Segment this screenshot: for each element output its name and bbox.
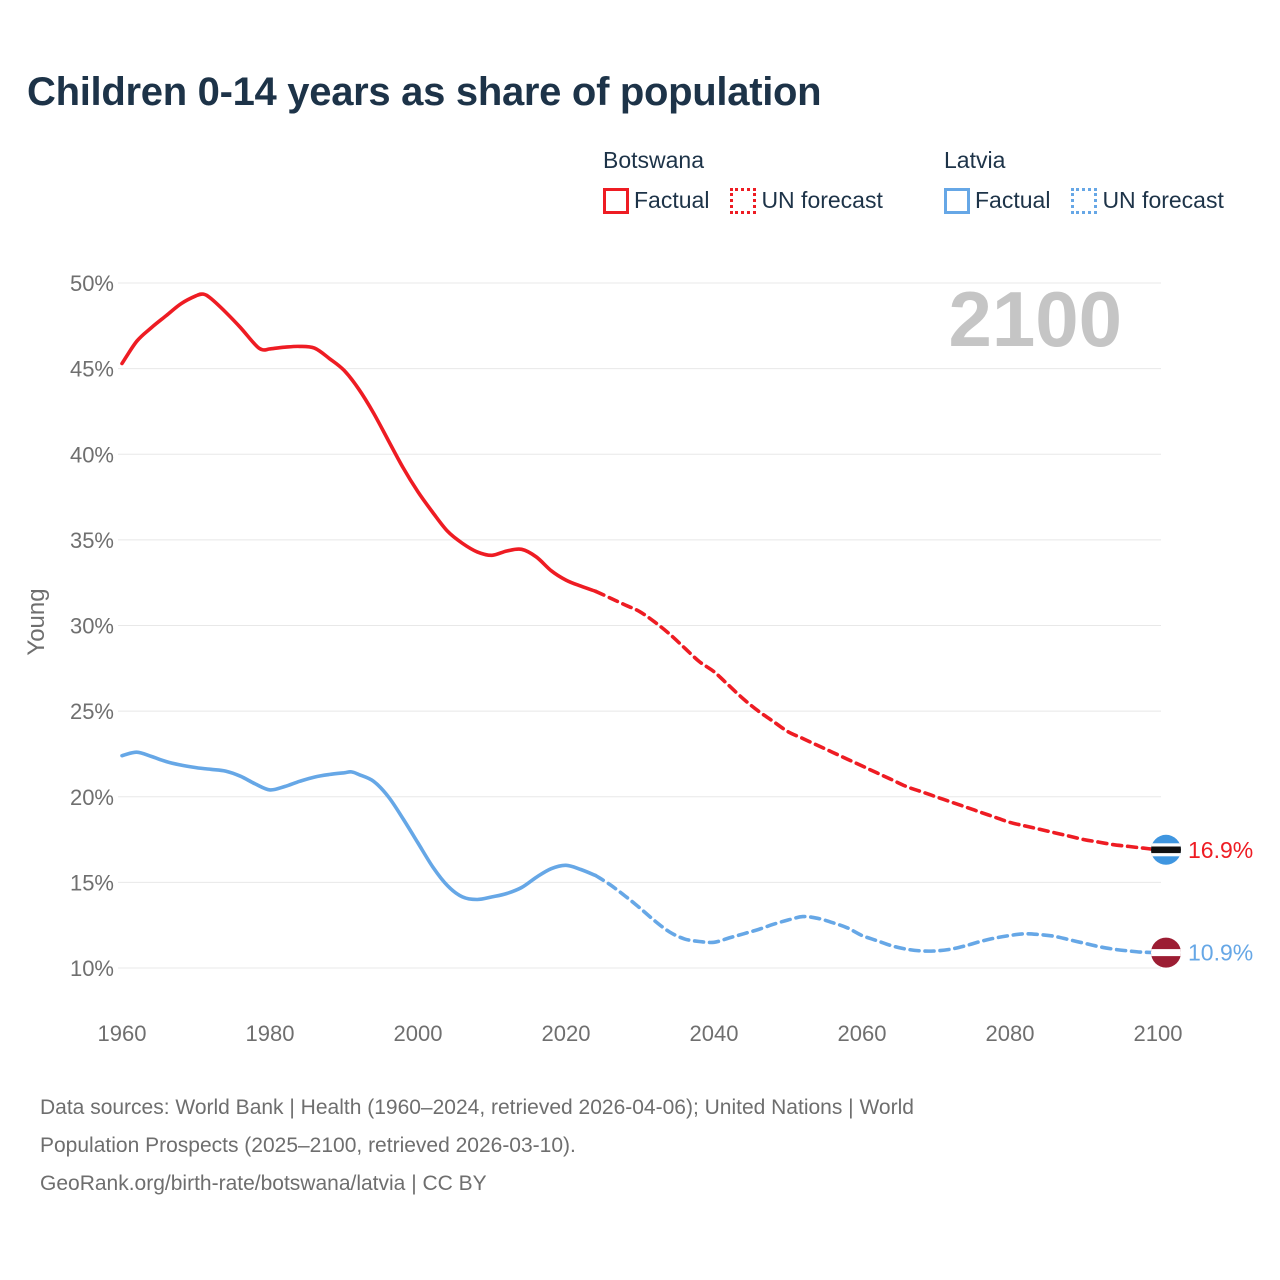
x-tick-label-2100: 2100 (1133, 1021, 1183, 1046)
footer (40, 1089, 914, 1203)
series-latvia-factual (122, 752, 596, 899)
x-tick-label-1960: 1960 (97, 1021, 147, 1046)
series-botswana-un-forecast (596, 591, 1158, 850)
latvia-flag-marker-icon (1151, 938, 1181, 968)
series-botswana-factual (122, 294, 596, 591)
x-tick-label-2040: 2040 (689, 1021, 739, 1046)
y-tick-label-40: 40% (69, 442, 114, 468)
y-tick-label-25: 25% (69, 699, 114, 725)
y-tick-label-20: 20% (69, 784, 114, 810)
page-title: Children 0-14 years as share of population (27, 70, 822, 114)
x-tick-label-2080: 2080 (985, 1021, 1035, 1046)
y-tick-label-35: 35% (69, 527, 114, 553)
footer-data-sources-2: Population Prospects (2025–2100, retrieved 2026-03-10). (40, 1134, 576, 1157)
y-tick-label-30: 30% (69, 613, 114, 639)
legend-group-title: Latvia (944, 147, 1006, 173)
x-tick-label-2060: 2060 (837, 1021, 887, 1046)
y-tick-label-10: 10% (69, 956, 114, 981)
series-latvia-un-forecast (596, 876, 1158, 953)
legend-item-label: UN forecast (761, 187, 883, 213)
botswana-flag-marker-icon (1151, 835, 1181, 865)
y-tick-label-45: 45% (69, 356, 114, 382)
legend-item-label: UN forecast (1102, 187, 1224, 213)
x-tick-label-2020: 2020 (541, 1021, 591, 1046)
watermark-year: 2100 (948, 275, 1122, 363)
x-tick-label-1980: 1980 (245, 1021, 295, 1046)
x-tick-label-2000: 2000 (393, 1021, 443, 1046)
y-axis-title: Young (23, 588, 50, 656)
footer-attribution: GeoRank.org/birth-rate/botswana/latvia | CC BY (40, 1172, 487, 1195)
y-tick-label-50: 50% (69, 271, 114, 296)
end-value-label-latvia: 10.9% (1188, 939, 1254, 966)
legend-group-title: Botswana (603, 147, 705, 173)
legend-item-label: Factual (634, 187, 710, 213)
end-value-label-botswana: 16.9% (1188, 836, 1254, 863)
legend-item-label: Factual (975, 187, 1051, 213)
y-tick-label-15: 15% (69, 870, 114, 896)
footer-data-sources: Data sources: World Bank | Health (1960–2024, retrieved 2026-04-06); United Nations | World (40, 1096, 914, 1119)
